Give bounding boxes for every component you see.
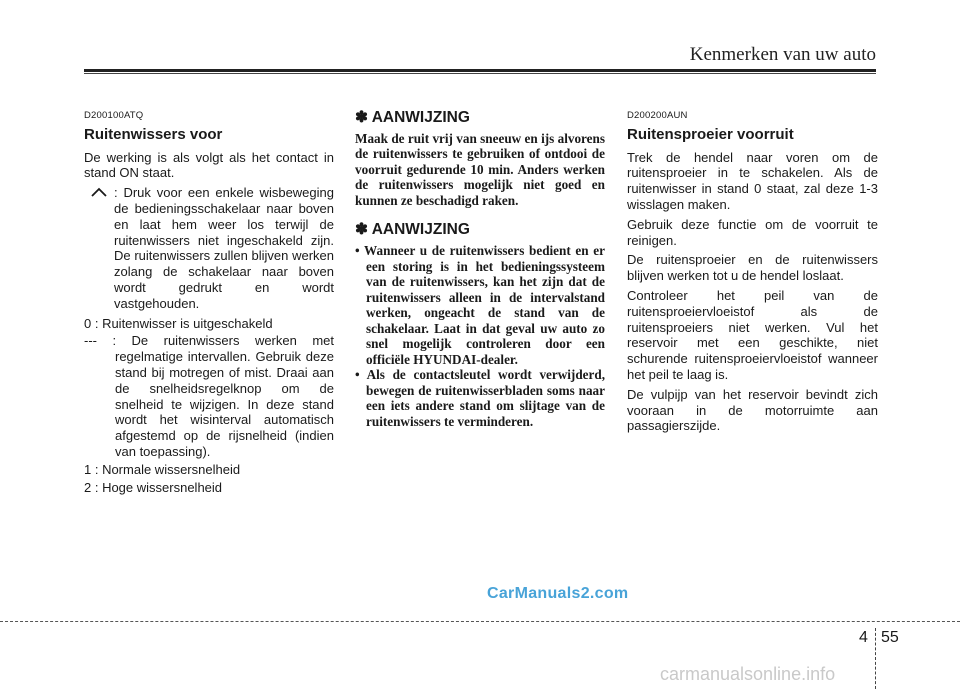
watermark-link[interactable]: CarManuals2.com	[487, 585, 629, 602]
note-title: ✽ AANWIJZING	[355, 221, 470, 239]
note-bullet: • Wanneer u de ruitenwissers bedient en er een storing is in het bedieningssysteem van de ruitenwissers, kan het zijn dat de ruitenwissers alleen in de intervalstand werken, ongeacht de stand van de schakelaar. Laat in dat geval uw auto zo snel mogelijk controleren door een officiële HYUNDAI-dealer.	[355, 243, 605, 367]
single-wipe-text: : Druk voor een enkele wisbeweging de bedieningsschakelaar naar boven en laat hem weer los terwijl de ruitenwissers niet ingeschakeld zijn. De ruitenwissers zullen blijven werken zolang de schakelaar naar boven wordt gedrukt en wordt vastgehouden.	[114, 185, 334, 311]
washer-paragraph: Gebruik deze functie om de voorruit te reinigen.	[627, 216, 878, 248]
mode-interval-text: --- : De ruitenwissers werken met regelmatige intervallen. Gebruik deze stand bij motregen of mist. Draai aan de snelheidsregelknop om de snelheid te wijzigen. In deze stand wordt het wisinterval automatisch afgestemd op de rijsnelheid (indien van toepassing).	[84, 333, 334, 459]
washer-paragraph: De vulpijp van het reservoir bevindt zich vooraan in de motorruimte aan passagierszijde.	[627, 386, 878, 434]
chapter-number: 4	[859, 629, 868, 646]
chevron-up-icon	[84, 185, 114, 311]
page-number-divider	[875, 628, 876, 689]
washer-paragraph: Controleer het peil van de ruitensproeiervloeistof als de ruitensproeiers niet werken. Vul het reservoir met een geschikte, niet schurende ruitensproeiervloeistof wanneer het peil te laag is.	[627, 287, 878, 382]
section-heading: Ruitenwissers voor	[84, 125, 223, 143]
section-title: Kenmerken van uw auto	[689, 44, 876, 65]
intro-text: De werking is als volgt als het contact in stand ON staat.	[84, 149, 334, 181]
washer-paragraph: Trek de hendel naar voren om de ruitensproeier in te schakelen. Als de ruitenwisser in stand 0 staat, zal deze 1-3 wisslagen maken.	[627, 149, 878, 212]
note-bullet: • Als de contactsleutel wordt verwijderd, bewegen de ruitenwisserbladen soms naar een iets andere stand om slijtage van de ruitenwissers te verminderen.	[355, 367, 605, 429]
note-bullets	[355, 243, 605, 429]
header-rule-thin	[84, 73, 876, 74]
column-front-wipers	[84, 108, 334, 497]
header-rule	[84, 69, 876, 72]
note-text: Maak de ruit vrij van sneeuw en ijs alvorens de ruitenwissers te gebruiken of ontdooi de voorruit gedurende 10 min. Anders werken de ruitenwissers mogelijk niet goed en kunnen ze beschadigd raken.	[355, 130, 605, 208]
mode-speed1-text: 1 : Normale wissersnelheid	[84, 461, 241, 477]
bottom-watermark: carmanualsonline.info	[660, 664, 836, 684]
note-title: ✽ AANWIJZING	[355, 109, 470, 126]
section-heading: Ruitensproeier voorruit	[627, 125, 794, 143]
column-notes	[355, 108, 605, 443]
footer-divider	[0, 621, 960, 622]
section-code: D200200AUN	[627, 110, 688, 121]
section-code: D200100ATQ	[84, 110, 144, 121]
single-wipe-item	[84, 185, 334, 311]
washer-paragraph: De ruitensproeier en de ruitenwissers blijven werken tot u de hendel loslaat.	[627, 252, 878, 284]
page-number: 55	[881, 629, 899, 646]
mode-off-text: 0 : Ruitenwisser is uitgeschakeld	[84, 315, 273, 331]
mode-speed2-text: 2 : Hoge wissersnelheid	[84, 479, 223, 495]
column-washer	[627, 108, 878, 438]
